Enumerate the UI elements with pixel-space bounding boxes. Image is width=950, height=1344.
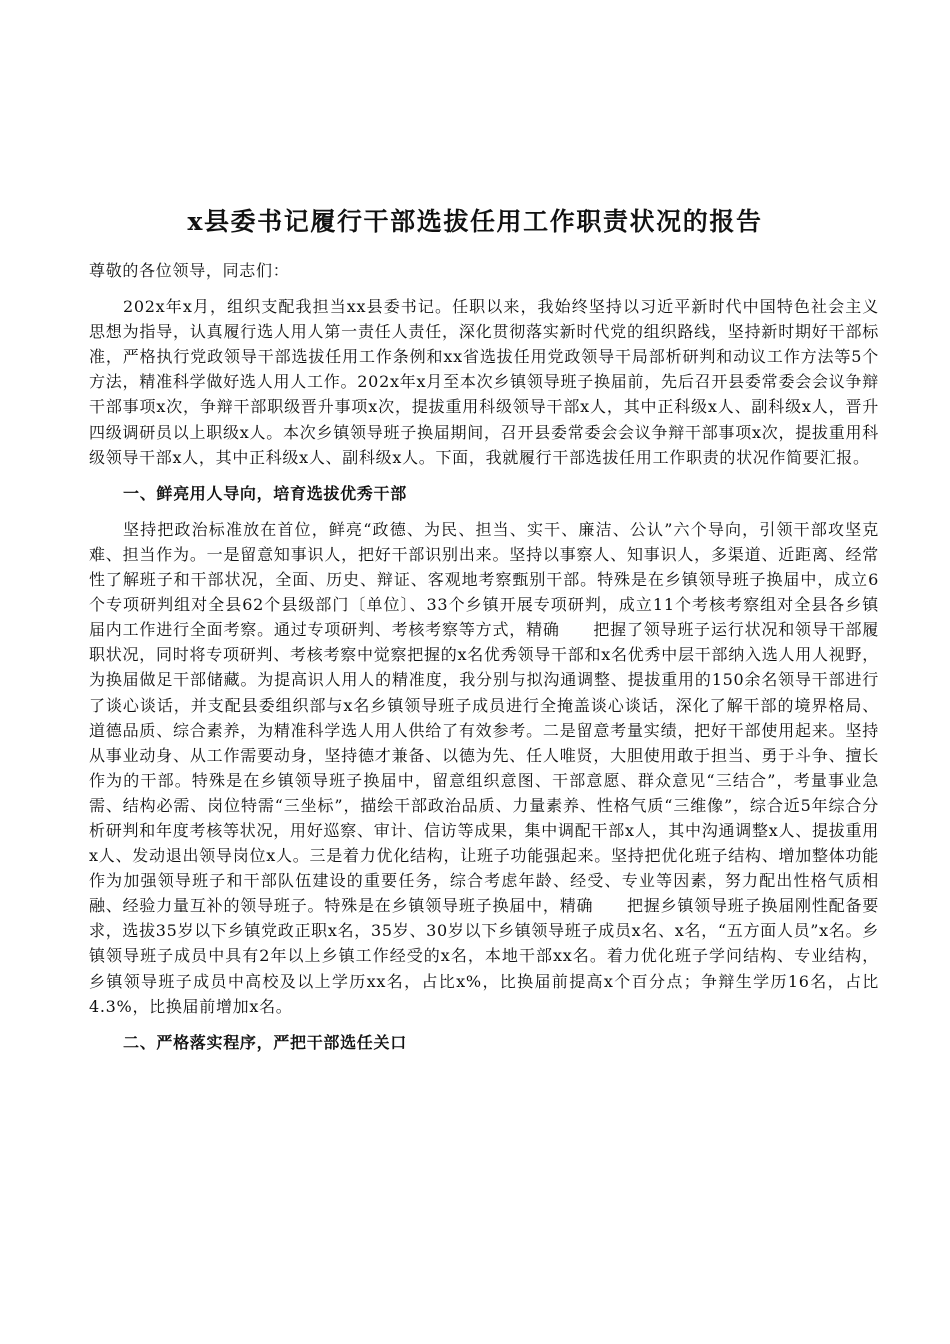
intro-paragraph: 202x年x月，组织支配我担当xx县委书记。任职以来，我始终坚持以习近平新时代中国特色社会主义思想为指导，认真履行选人用人第一责任人责任，深化贯彻落实新时代党的组织路线，坚持新时期好干部标准，严格执行党政领导干部选拔任用工作条例和xx省选拔任用党政领导干局部析研判和动议工作方法等5个方法，精准科学做好选人用人工作。202x年x月至本次乡镇领导班子换届前，先后召开县委常委会会议争辩干部事项x次，争辩干部职级晋升事项x次，提拔重用科级领导干部x人，其中正科级x人、副科级x人，晋升四级调研员以上职级x人。本次乡镇领导班子换届期间，召开县委常委会会议争辩干部事项x次，提拔重用科级领导干部x人，其中正科级x人、副科级x人。下面，我就履行干部选拔任用工作职责的状况作简要汇报。: [89, 297, 879, 467]
section-2-heading: 二、严格落实程序，严把干部选任关口: [123, 1032, 407, 1052]
section-1-paragraph: 坚持把政治标准放在首位，鲜亮“政德、为民、担当、实干、廉洁、公认”六个导向，引领干部攻坚克难、担当作为。一是留意知事识人，把好干部识别出来。坚持以事察人、知事识人，多渠道、近距离、经常性了解班子和干部状况，全面、历史、辩证、客观地考察甄别干部。特殊是在乡镇领导班子换届中，成立6个专项研判组对全县62个县级部门〔单位〕、33个乡镇开展专项研判，成立11个考核考察组对全县各乡镇届内工作进行全面考察。通过专项研判、考核考察等方式，精确 把握了领导班子运行状况和领导干部履职状况，同时将专项研判、考核考察中觉察把握的x名优秀领导干部和x名优秀中层干部纳入选人用人视野，为换届做足干部储藏。为提高识人用人的精准度，我分别与拟沟通调整、提拔重用的150余名领导干部进行了谈心谈话，并支配县委组织部与x名乡镇领导班子成员进行全掩盖谈心谈话，深化了解干部的境界格局、道德品质、综合素养，为精准科学选人用人供给了有效参考。二是留意考量实绩，把好干部使用起来。坚持从事业动身、从工作需要动身，坚持德才兼备、以德为先、任人唯贤，大胆使用敢于担当、勇于斗争、擅长作为的干部。特殊是在乡镇领导班子换届中，留意组织意图、干部意愿、群众意见“三结合”，考量事业急需、结构必需、岗位特需“三坐标”，描绘干部政治品质、力量素养、性格气质“三维像”，综合近5年综合分析研判和年度考核等状况，用好巡察、审计、信访等成果，集中调配干部x人，其中沟通调整x人、提拔重用x人、发动退出领导岗位x人。三是着力优化结构，让班子功能强起来。坚持把优化班子结构、增加整体功能作为加强领导班子和干部队伍建设的重要任务，综合考虑年龄、经受、专业等因素，努力配出性格气质相融、经验力量互补的领导班子。特殊是在乡镇领导班子换届中，精确 把握乡镇领导班子换届刚性配备要求，选拔35岁以下乡镇党政正职x名，35岁、30岁以下乡镇领导班子成员x名、x名，“五方面人员”x名。乡镇领导班子成员中具有2年以上乡镇工作经受的x名，本地干部xx名。着力优化班子学问结构、专业结构，乡镇领导班子成员中高校及以上学历xx名，占比x%，比换届前提高x个百分点；争辩生学历16名，占比4.3%，比换届前增加x名。: [89, 519, 879, 1016]
document-title: x县委书记履行干部选拔任用工作职责状况的报告: [187, 207, 763, 236]
salutation: 尊敬的各位领导，同志们：: [89, 261, 290, 280]
section-1-heading: 一、鲜亮用人导向，培育选拔优秀干部: [123, 483, 407, 503]
document-body: [89, 258, 879, 1055]
